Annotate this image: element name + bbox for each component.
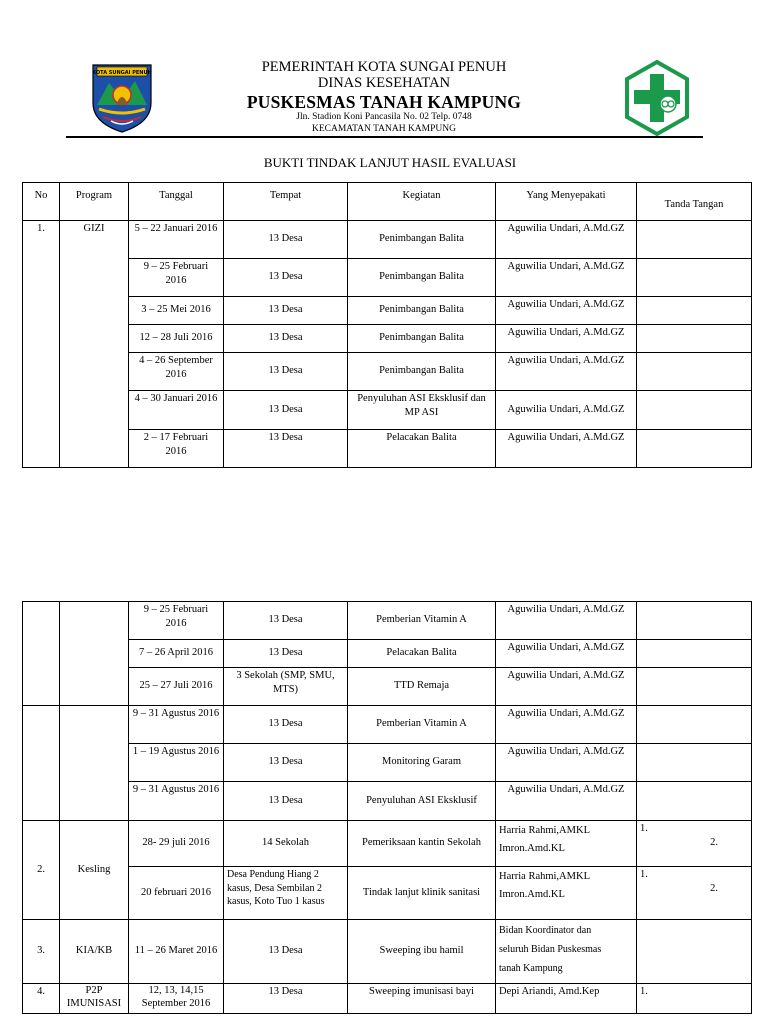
row-tanggal: 12, 13, 14,15 September 2016 xyxy=(129,984,224,1014)
row-kegiatan: TTD Remaja xyxy=(348,668,496,706)
table-row xyxy=(23,668,752,706)
row-menyepakati: Depi Ariandi, Amd.Kep xyxy=(496,984,637,1014)
row-menyepakati: Aguwilia Undari, A.Md.GZ xyxy=(496,353,637,391)
row-signature xyxy=(637,744,752,782)
table-row xyxy=(23,297,752,325)
row-menyepakati: Aguwilia Undari, A.Md.GZ xyxy=(496,602,637,640)
row-signature xyxy=(637,221,752,259)
row-kegiatan: Monitoring Garam xyxy=(348,744,496,782)
row-signature xyxy=(637,640,752,668)
city-emblem-text: KOTA SUNGAI PENUH xyxy=(92,70,152,76)
table-row xyxy=(23,706,752,744)
row-program: KIA/KB xyxy=(60,920,129,984)
table-row xyxy=(23,640,752,668)
row-tempat: 13 Desa xyxy=(224,297,348,325)
row-signature xyxy=(637,391,752,430)
col-tanda-tangan-header: Tanda Tangan xyxy=(637,183,752,221)
row-signature xyxy=(637,430,752,468)
table-row xyxy=(23,782,752,821)
row-menyepakati: Aguwilia Undari, A.Md.GZ xyxy=(496,640,637,668)
row-menyepakati: Aguwilia Undari, A.Md.GZ xyxy=(496,391,637,430)
row-program xyxy=(60,984,129,1014)
government-name: PEMERINTAH KOTA SUNGAI PENUH xyxy=(261,59,507,75)
row-signature xyxy=(637,920,752,984)
row-signature: 1. xyxy=(637,984,752,1014)
health-cross-icon xyxy=(624,60,690,136)
row-no xyxy=(23,602,60,706)
row-tanggal: 3 – 25 Mei 2016 xyxy=(129,297,224,325)
row-kegiatan: Penimbangan Balita xyxy=(348,259,496,297)
department-name: DINAS KESEHATAN xyxy=(317,75,451,91)
signature-slot-2: 2. xyxy=(710,883,718,895)
col-tanggal-header: Tanggal xyxy=(129,183,224,221)
row-no: 1. xyxy=(23,221,60,468)
row-menyepakati: Aguwilia Undari, A.Md.GZ xyxy=(496,430,637,468)
row-menyepakati xyxy=(496,821,637,867)
row-tanggal: 9 – 25 Februari 2016 xyxy=(129,602,224,640)
table-row xyxy=(23,391,752,430)
table-row xyxy=(23,821,752,867)
row-signature xyxy=(637,297,752,325)
row-tanggal: 12 – 28 Juli 2016 xyxy=(129,325,224,353)
table-row xyxy=(23,867,752,920)
row-kegiatan: Pemeriksaan kantin Sekolah xyxy=(348,821,496,867)
row-kegiatan: Penimbangan Balita xyxy=(348,325,496,353)
puskesmas-name: PUSKESMAS TANAH KAMPUNG xyxy=(246,92,522,112)
table-row xyxy=(23,430,752,468)
row-program: GIZI xyxy=(60,221,129,468)
signature-slot-2: 2. xyxy=(710,837,718,849)
table-row xyxy=(23,602,752,640)
row-kegiatan: Penimbangan Balita xyxy=(348,221,496,259)
row-tempat: 14 Sekolah xyxy=(224,821,348,867)
row-tanggal: 11 – 26 Maret 2016 xyxy=(129,920,224,984)
table-header-row xyxy=(23,183,752,221)
row-kegiatan: Sweeping ibu hamil xyxy=(348,920,496,984)
document-title: BUKTI TINDAK LANJUT HASIL EVALUASI xyxy=(263,155,517,170)
row-tempat: 3 Sekolah (SMP, SMU, MTS) xyxy=(224,668,348,706)
district: KECAMATAN TANAH KAMPUNG xyxy=(312,124,456,134)
signatory-2: seluruh Bidan Puskesmas xyxy=(499,944,602,955)
row-tempat: 13 Desa xyxy=(224,602,348,640)
row-no: 3. xyxy=(23,920,60,984)
row-signature xyxy=(637,668,752,706)
row-kegiatan: Sweeping imunisasi bayi xyxy=(348,984,496,1014)
row-signature xyxy=(637,325,752,353)
row-tanggal: 4 – 26 September 2016 xyxy=(129,353,224,391)
row-menyepakati: Aguwilia Undari, A.Md.GZ xyxy=(496,668,637,706)
row-kegiatan: Pelacakan Balita xyxy=(348,640,496,668)
letterhead xyxy=(0,0,768,150)
row-menyepakati: Aguwilia Undari, A.Md.GZ xyxy=(496,259,637,297)
signatory-1: Bidan Koordinator dan xyxy=(499,925,592,936)
row-signature xyxy=(637,867,752,920)
signatory-1: Harria Rahmi,AMKL xyxy=(499,871,590,882)
row-signature xyxy=(637,706,752,744)
row-signature xyxy=(637,821,752,867)
table-row xyxy=(23,920,752,984)
row-tempat: 13 Desa xyxy=(224,640,348,668)
row-no: 2. xyxy=(23,821,60,920)
row-tempat: 13 Desa xyxy=(224,706,348,744)
row-tempat: 13 Desa xyxy=(224,221,348,259)
header-divider xyxy=(66,136,703,138)
row-tanggal: 4 – 30 Januari 2016 xyxy=(129,391,224,430)
row-kegiatan: Tindak lanjut klinik sanitasi xyxy=(348,867,496,920)
program-line-1: P2P xyxy=(85,985,103,996)
col-no-header: No xyxy=(23,183,60,221)
row-menyepakati: Aguwilia Undari, A.Md.GZ xyxy=(496,782,637,821)
row-tanggal: 25 – 27 Juli 2016 xyxy=(129,668,224,706)
row-kegiatan: Pelacakan Balita xyxy=(348,430,496,468)
table-row xyxy=(23,353,752,391)
row-tempat: Desa Pendung Hiang 2 kasus, Desa Sembilan 2 kasus, Koto Tuo 1 kasus xyxy=(224,867,348,920)
row-menyepakati: Aguwilia Undari, A.Md.GZ xyxy=(496,297,637,325)
row-no: 4. xyxy=(23,984,60,1014)
signatory-2: Imron.Amd.KL xyxy=(499,842,565,854)
row-tanggal: 7 – 26 April 2016 xyxy=(129,640,224,668)
row-kegiatan: Penyuluhan ASI Eksklusif xyxy=(348,782,496,821)
table-row xyxy=(23,744,752,782)
row-program xyxy=(60,706,129,821)
signature-slot-1: 1. xyxy=(640,823,648,834)
row-tanggal: 9 – 31 Agustus 2016 xyxy=(129,706,224,744)
evaluation-table-page-1 xyxy=(22,182,752,468)
row-signature xyxy=(637,782,752,821)
row-program: Kesling xyxy=(60,821,129,920)
row-kegiatan: Penimbangan Balita xyxy=(348,297,496,325)
row-tanggal: 28- 29 juli 2016 xyxy=(129,821,224,867)
program-line-2: IMUNISASI xyxy=(66,997,122,1009)
row-tanggal: 1 – 19 Agustus 2016 xyxy=(129,744,224,782)
table-row xyxy=(23,984,752,1014)
row-tempat: 13 Desa xyxy=(224,744,348,782)
row-tempat: 13 Desa xyxy=(224,984,348,1014)
evaluation-table-page-2 xyxy=(22,601,752,1014)
row-program xyxy=(60,602,129,706)
row-kegiatan: Penyuluhan ASI Eksklusif dan MP ASI xyxy=(348,391,496,430)
row-menyepakati xyxy=(496,920,637,984)
row-tanggal: 9 – 25 Februari 2016 xyxy=(129,259,224,297)
row-signature xyxy=(637,602,752,640)
row-tanggal: 20 februari 2016 xyxy=(129,867,224,920)
row-tanggal: 2 – 17 Februari 2016 xyxy=(129,430,224,468)
signatory-2: Imron.Amd.KL xyxy=(499,888,565,900)
signatory-3: tanah Kampung xyxy=(499,963,563,974)
row-menyepakati: Aguwilia Undari, A.Md.GZ xyxy=(496,325,637,353)
row-no xyxy=(23,706,60,821)
row-menyepakati: Aguwilia Undari, A.Md.GZ xyxy=(496,221,637,259)
row-kegiatan: Penimbangan Balita xyxy=(348,353,496,391)
row-tempat: 13 Desa xyxy=(224,430,348,468)
row-signature xyxy=(637,353,752,391)
row-tempat: 13 Desa xyxy=(224,782,348,821)
row-menyepakati: Aguwilia Undari, A.Md.GZ xyxy=(496,706,637,744)
col-kegiatan-header: Kegiatan xyxy=(348,183,496,221)
col-program-header: Program xyxy=(60,183,129,221)
row-tanggal: 9 – 31 Agustus 2016 xyxy=(129,782,224,821)
row-tempat: 13 Desa xyxy=(224,391,348,430)
row-kegiatan: Pemberian Vitamin A xyxy=(348,602,496,640)
col-tempat-header: Tempat xyxy=(224,183,348,221)
row-tempat: 13 Desa xyxy=(224,259,348,297)
row-tempat: 13 Desa xyxy=(224,920,348,984)
row-tempat: 13 Desa xyxy=(224,353,348,391)
row-tempat: 13 Desa xyxy=(224,325,348,353)
table-row xyxy=(23,259,752,297)
row-tanggal: 5 – 22 Januari 2016 xyxy=(129,221,224,259)
table-row xyxy=(23,221,752,259)
table-row xyxy=(23,325,752,353)
row-kegiatan: Pemberian Vitamin A xyxy=(348,706,496,744)
address: Jln. Stadion Koni Pancasila No. 02 Telp. 0748 xyxy=(296,112,472,122)
col-menyepakati-header: Yang Menyepakati xyxy=(496,183,637,221)
row-signature xyxy=(637,259,752,297)
row-menyepakati: Aguwilia Undari, A.Md.GZ xyxy=(496,744,637,782)
signature-slot-1: 1. xyxy=(640,869,648,880)
row-menyepakati xyxy=(496,867,637,920)
signatory-1: Harria Rahmi,AMKL xyxy=(499,825,590,836)
